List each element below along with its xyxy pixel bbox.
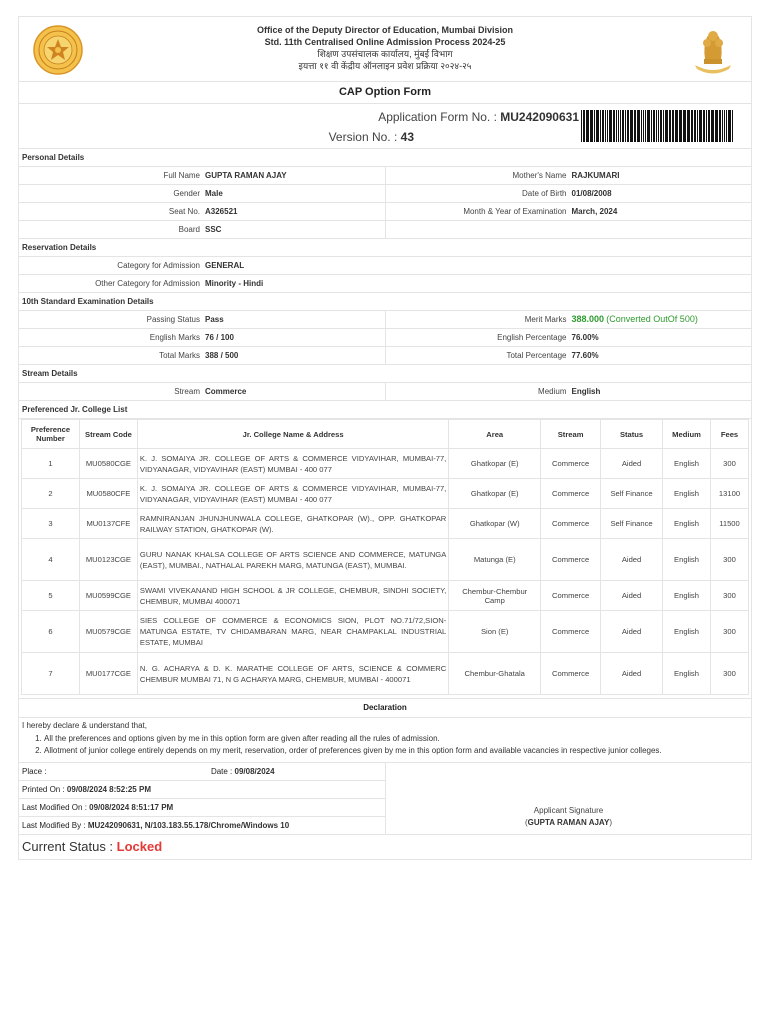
medium: English [663,611,711,653]
place-date-row [19,763,385,781]
status-badge: Locked [116,838,163,854]
stream-code: MU0579CGE [79,611,137,653]
status: Aided [601,611,663,653]
gender-value: Male [205,189,223,198]
col-stream-code: Stream Code [79,420,137,449]
board-label: Board [178,225,200,234]
preference-number: 5 [22,581,80,611]
college-name-address: RAMNIRANJAN JHUNJHUNWALA COLLEGE, GHATKOPAR (W)., OPP. GHATKOPAR RAILWAY STATION, GHATKOPAR (W). [137,509,448,539]
stream: Commerce [541,611,601,653]
college-name-address: SWAMI VIVEKANAND HIGH SCHOOL & JR COLLEGE, CHEMBUR, SINDHI SOCIETY, CHEMBUR, MUMBAI 400071 [137,581,448,611]
area: Chembur-Chembur Camp [449,581,541,611]
seat-value: A326521 [205,207,238,216]
stream-code: MU0177CGE [79,653,137,695]
medium-label: Medium [538,387,567,396]
table-row [22,449,749,479]
stream-code: MU0137CFE [79,509,137,539]
college-list-heading: Preferenced Jr. College List [19,401,751,419]
dob-value: 01/08/2008 [571,189,612,198]
gender-label: Gender [173,189,200,198]
other-category-label: Other Category for Admission [95,279,200,288]
table-row [22,539,749,581]
area: Chembur-Ghatala [449,653,541,695]
form-header [19,17,751,82]
col-stream: Stream [541,420,601,449]
medium: English [663,479,711,509]
fees: 300 [710,653,748,695]
office-title-marathi: शिक्षण उपसंचालक कार्यालय, मुंबई विभाग [317,49,453,59]
total-marks-label: Total Marks [159,351,200,360]
other-category-value: Minority - Hindi [205,279,264,288]
mother-name-value: RAJKUMARI [571,171,620,180]
merit-note: (Converted OutOf 500) [606,314,698,324]
area: Matunga (E) [449,539,541,581]
exam-details-heading: 10th Standard Examination Details [19,293,751,311]
process-title-marathi: इयत्ता ११ वी केंद्रीय ऑनलाइन प्रवेश प्रक्रिया २०२४-२५ [298,61,472,71]
status-label: Current Status : [22,838,114,854]
fees: 300 [710,449,748,479]
application-number: MU242090631 [500,110,579,124]
preference-number: 4 [22,539,80,581]
row-stream [19,383,751,401]
last-modified-label: Last Modified On : [22,802,87,812]
stream: Commerce [541,509,601,539]
category-value: GENERAL [205,261,245,270]
english-percentage-value: 76.00% [571,333,599,342]
declaration-point: 1. All the preferences and options given by me in this option form are given after reading all the rules of admission. [44,733,748,746]
board-value: SSC [205,225,222,234]
printed-on-value: 09/08/2024 8:52:25 PM [66,784,151,794]
medium: English [663,581,711,611]
stream: Commerce [541,539,601,581]
row-category [19,257,751,275]
col-area: Area [449,420,541,449]
medium: English [663,449,711,479]
row-board [19,221,751,239]
maharashtra-seal-icon [33,25,83,75]
english-percentage-label: English Percentage [497,333,567,342]
stream: Commerce [541,449,601,479]
total-percentage-value: 77.60% [571,351,599,360]
college-name-address: K. J. SOMAIYA JR. COLLEGE OF ARTS & COMMERCE VIDYAVIHAR, MUMBAI-77, VIDYANAGAR, VIDYAVIHAR (EAST) MUMBAI - 400 077 [137,449,448,479]
col-status: Status [601,420,663,449]
seat-label: Seat No. [168,207,200,216]
last-modified-by-label: Last Modified By : [22,820,86,830]
last-modified-by-value: MU242090631, N/103.183.55.178/Chrome/Windows 10 [87,820,290,830]
preference-number: 6 [22,611,80,653]
table-row [22,611,749,653]
status: Self Finance [601,509,663,539]
process-title: Std. 11th Centralised Online Admission Process 2024-25 [264,37,506,47]
stream-code: MU0580CGE [79,449,137,479]
stream: Commerce [541,653,601,695]
table-row [22,581,749,611]
college-name-address: GURU NANAK KHALSA COLLEGE OF ARTS SCIENCE AND COMMERCE, MATUNGA (EAST), MUMBAI., NATHALAL PAREKH MARG, MATUNGA (EAST), MUMBAI. [137,539,448,581]
declaration-heading: Declaration [19,698,751,718]
row-total [19,347,751,365]
status: Aided [601,449,663,479]
declaration-text [19,718,751,762]
fees: 13100 [710,479,748,509]
table-row [22,479,749,509]
version-number: 43 [400,130,414,144]
form-title: CAP Option Form [19,82,751,104]
fees: 300 [710,539,748,581]
row-english [19,329,751,347]
area: Ghatkopar (E) [449,449,541,479]
stream-details-heading: Stream Details [19,365,751,383]
last-modified-row [19,799,385,817]
application-number-block [19,104,751,149]
exam-value: March, 2024 [571,207,618,216]
full-name-value: GUPTA RAMAN AJAY [205,171,287,180]
fees: 300 [710,611,748,653]
national-emblem-icon [687,23,739,77]
passing-label: Passing Status [146,315,200,324]
place-label: Place : [22,766,47,776]
col-fees: Fees [710,420,748,449]
row-passing [19,311,751,329]
col-college-name: Jr. College Name & Address [137,420,448,449]
status: Aided [601,539,663,581]
full-name-label: Full Name [163,171,200,180]
table-row [22,653,749,695]
stream-value: Commerce [205,387,247,396]
preference-number: 3 [22,509,80,539]
barcode-icon [581,110,737,142]
area: Sion (E) [449,611,541,653]
office-title: Office of the Deputy Director of Education, Mumbai Division [256,25,514,35]
last-modified-by-row [19,817,385,834]
application-label: Application Form No. : [378,110,497,124]
total-percentage-label: Total Percentage [506,351,567,360]
status: Aided [601,653,663,695]
last-modified-value: 09/08/2024 8:51:17 PM [89,802,174,812]
mother-name-label: Mother's Name [512,171,567,180]
merit-value: 388.000 [571,314,605,324]
row-name [19,167,751,185]
english-marks-value: 76 / 100 [205,333,234,342]
college-name-address: N. G. ACHARYA & D. K. MARATHE COLLEGE OF ARTS, SCIENCE & COMMERC CHEMBUR MUMBAI 71, N G ACHARYA MARG, CHEMBUR, MUMBAI - 400071 [137,653,448,695]
date-label: Date : [210,766,233,776]
passing-value: Pass [205,315,224,324]
area: Ghatkopar (E) [449,479,541,509]
preference-number: 7 [22,653,80,695]
preference-number: 2 [22,479,80,509]
row-seat [19,203,751,221]
merit-label: Merit Marks [524,315,567,324]
table-row [22,509,749,539]
fees: 11500 [710,509,748,539]
current-status [19,834,751,859]
area: Ghatkopar (W) [449,509,541,539]
table-header-row [22,420,749,449]
personal-details-heading: Personal Details [19,149,751,167]
status: Self Finance [601,479,663,509]
medium: English [663,539,711,581]
exam-label: Month & Year of Examination [463,207,567,216]
medium: English [663,509,711,539]
form-footer [19,762,751,834]
cap-option-form [18,16,752,860]
status: Aided [601,581,663,611]
category-label: Category for Admission [117,261,200,270]
stream: Commerce [541,479,601,509]
signature-name: GUPTA RAMAN AJAY [527,817,610,827]
medium-value: English [571,387,601,396]
row-other-category [19,275,751,293]
col-medium: Medium [663,420,711,449]
printed-on-row [19,781,385,799]
row-gender [19,185,751,203]
stream: Commerce [541,581,601,611]
version-label: Version No. : [328,130,398,144]
date-value: 09/08/2024 [234,766,275,776]
stream-code: MU0123CGE [79,539,137,581]
college-name-address: SIES COLLEGE OF COMMERCE & ECONOMICS SION, PLOT NO.71/72,SION-MATUNGA ESTATE, TV CHIDAMBARAN MARG, NEAR CHAMPAKLAL INDUSTRIAL ESTATE, MUMBAI [137,611,448,653]
medium: English [663,653,711,695]
fees: 300 [710,581,748,611]
english-marks-label: English Marks [149,333,200,342]
stream-code: MU0599CGE [79,581,137,611]
signature-block: Applicant Signature (GUPTA RAMAN AJAY) [386,763,751,834]
declaration-point: 2. Allotment of junior college entirely depends on my merit, reservation, order of preferences given by me in this option form and available vacancies in respective junior colleges. [44,745,748,758]
dob-label: Date of Birth [522,189,567,198]
printed-on-label: Printed On : [22,784,65,794]
total-marks-value: 388 / 500 [205,351,239,360]
declaration-intro: I hereby declare & understand that, [22,721,147,730]
signature-label: Applicant Signature [533,805,604,815]
stream-code: MU0580CFE [79,479,137,509]
preference-number: 1 [22,449,80,479]
col-preference-number: Preference Number [22,420,80,449]
college-name-address: K. J. SOMAIYA JR. COLLEGE OF ARTS & COMMERCE VIDYAVIHAR, MUMBAI-77, VIDYANAGAR, VIDYAVIHAR (EAST) MUMBAI - 400 077 [137,479,448,509]
reservation-details-heading: Reservation Details [19,239,751,257]
stream-label: Stream [174,387,200,396]
college-preference-table [21,419,749,695]
